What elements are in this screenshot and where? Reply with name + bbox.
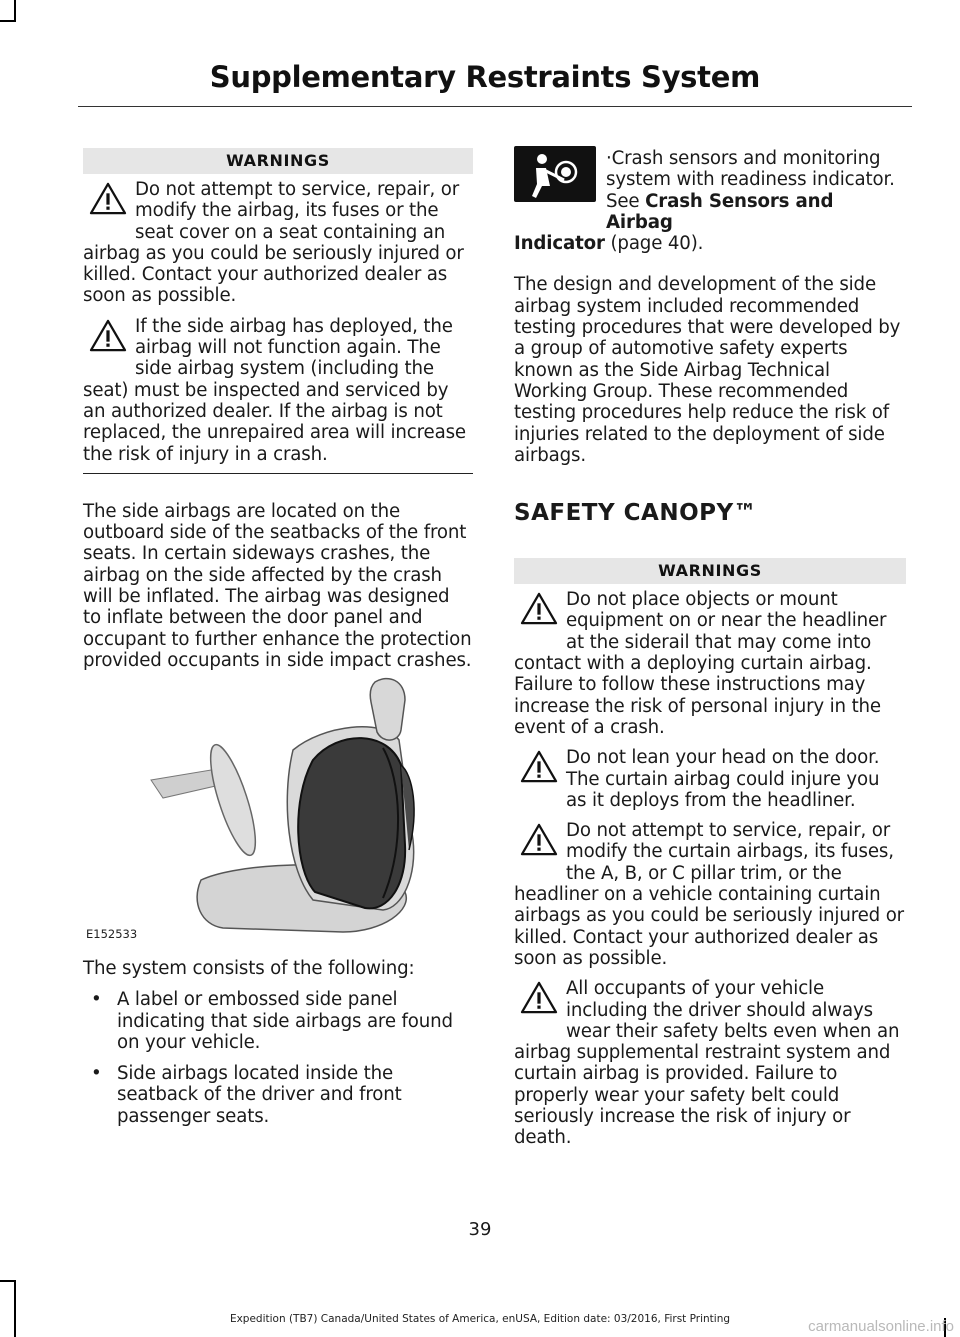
warning-line: modify the airbag, its fuses or the: [135, 200, 439, 222]
warning-text: headliner on a vehicle containing curtain airbags as you could be seriously injured or killed. Contact your authorized dealer as soon as possible.: [514, 884, 904, 969]
warning-line: as it deploys from the headliner.: [566, 789, 856, 811]
crash-item-ref-line: [514, 191, 906, 234]
watermark: carmanualsonline.info: [808, 1318, 954, 1335]
crash-item-line: ·Crash sensors and monitoring: [606, 148, 881, 169]
warning-triangle-icon: [89, 182, 127, 216]
warning-triangle-icon: [520, 592, 558, 626]
warning-line: modify the curtain airbags, its fuses,: [566, 841, 894, 863]
warning-triangle-icon: [520, 981, 558, 1015]
crop-mark-bottom-left-h: [0, 1280, 16, 1282]
left-column: [83, 148, 473, 671]
warnings-heading: WARNINGS: [83, 148, 473, 174]
section-title: SAFETY CANOPY™: [514, 500, 758, 527]
left-column-lower: [83, 958, 473, 1137]
warning-line: wear their safety belts even when an: [566, 1020, 900, 1042]
warning-line: Do not lean your head on the door.: [566, 747, 880, 769]
crash-item-line: system with readiness indicator.: [606, 169, 895, 191]
warning-line: airbag will not function again. The: [135, 337, 441, 359]
crash-sensors-link[interactable]: Crash Sensors and Airbag: [606, 190, 834, 233]
crop-mark-top-left: [14, 0, 16, 22]
warning-line: the A, B, or C pillar trim, or the: [566, 862, 842, 884]
crop-mark-bottom-left: [14, 1280, 16, 1337]
warning-text: airbag as you could be seriously injured or killed. Contact your authorized dealer as soon as possible.: [83, 242, 464, 307]
warning-item: [83, 316, 473, 465]
page-ref: (page 40).: [604, 233, 704, 255]
list-item: • A label or embossed side panel indicating that side airbags are found on your vehicle.: [83, 989, 473, 1053]
warning-item: [83, 179, 473, 307]
warning-triangle-icon: [520, 823, 558, 857]
right-column: [514, 148, 906, 1149]
title-rule: [78, 106, 912, 107]
warning-line: The curtain airbag could injure you: [566, 768, 880, 790]
figure-id-label: E152533: [86, 927, 138, 941]
warning-line: Do not attempt to service, repair, or: [135, 179, 460, 200]
warning-line: seat cover on a seat containing an: [135, 221, 446, 243]
warning-item: [514, 978, 906, 1148]
warning-line: Do not place objects or mount: [566, 589, 838, 611]
footer-edition: Expedition (TB7) Canada/United States of America, enUSA, Edition date: 03/2016, First Printing: [229, 1313, 731, 1325]
warning-line: side airbag system (including the: [135, 358, 434, 380]
warning-line: Do not attempt to service, repair, or: [566, 820, 891, 842]
indicator-link[interactable]: Indicator: [514, 233, 605, 255]
warning-item: [514, 589, 906, 738]
side-airbag-seat-figure: [83, 670, 473, 945]
warning-line: including the driver should always: [566, 999, 873, 1021]
warning-text: airbag supplemental restraint system and curtain airbag is provided. Failure to properly wear your safety belt could seriously increase the risk of injury or death.: [514, 1042, 891, 1149]
warning-triangle-icon: [520, 750, 558, 784]
crop-mark-top-left-h: [0, 20, 16, 22]
warning-triangle-icon: [89, 319, 127, 353]
warning-line: If the side airbag has deployed, the: [135, 315, 453, 337]
warning-line: at the siderail that may come into: [566, 631, 872, 653]
warning-text: seat) must be inspected and serviced by an authorized dealer. If the airbag is not replaced, the unrepaired area will increase the risk of injury in a crash.: [83, 379, 466, 465]
components-list: [83, 989, 473, 1127]
warning-line: equipment on or near the headliner: [566, 610, 887, 632]
seat-illustration: [83, 670, 473, 945]
page-number: 39: [468, 1219, 492, 1240]
page-title: Supplementary Restraints System: [209, 60, 760, 94]
warnings-end-rule: [83, 473, 473, 474]
body-paragraph: The side airbags are located on the outboard side of the seatbacks of the front seats. In certain sideways crashes, the airbag on the side affected by the crash will be inflated. The airbag was designed to inflate between the door panel and occupant to further enhance the protection provided occupants in side impact crashes.: [83, 500, 472, 671]
warnings-heading: WARNINGS: [514, 558, 906, 584]
crash-item-ref-cont: [514, 233, 906, 254]
list-intro: The system consists of the following:: [83, 958, 415, 979]
design-paragraph: The design and development of the side airbag system included recommended testing procedures that were developed by a group of automotive safety experts known as the Side Airbag Technical Working Group. These recommended testing procedures help reduce the risk of injuries related to the deployment of side airbags.: [514, 274, 901, 466]
warning-text: contact with a deploying curtain airbag. Failure to follow these instructions may increase the risk of personal injury in the event of a crash.: [514, 653, 881, 738]
warning-item: [514, 747, 906, 811]
warning-line: All occupants of your vehicle: [566, 978, 825, 1000]
warning-item: [514, 820, 906, 969]
see-label: See: [606, 190, 646, 212]
list-item: • Side airbags located inside the seatback of the driver and front passenger seats.: [83, 1063, 473, 1127]
